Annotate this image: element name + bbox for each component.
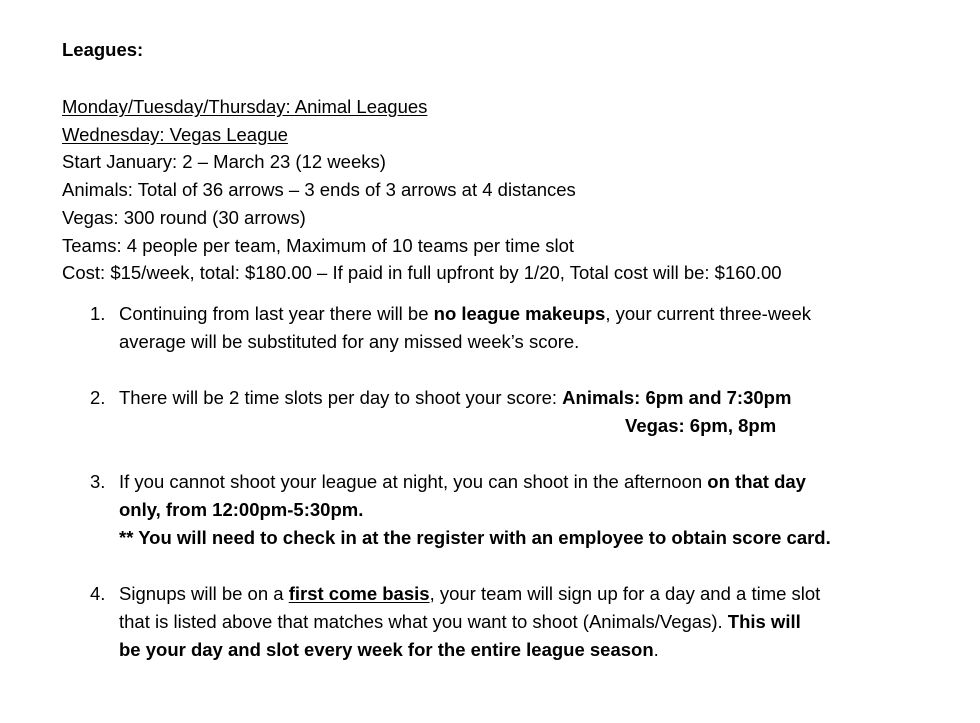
rule-text: that is listed above that matches what you want to shoot (Animals/Vegas).	[119, 611, 728, 632]
rule-text: Continuing from last year there will be	[119, 303, 434, 324]
rule-line: only, from 12:00pm-5:30pm.	[119, 499, 364, 520]
page-title: Leagues:	[62, 39, 144, 60]
animals-format: Animals: Total of 36 arrows – 3 ends of 3 arrows at 4 distances	[62, 179, 576, 201]
rule-item-1	[0, 300, 919, 356]
rule-line	[119, 384, 919, 412]
rule-item-4	[0, 580, 919, 664]
vegas-league-day-text: Wednesday: Vegas League	[62, 123, 288, 145]
cost-info: Cost: $15/week, total: $180.00 – If paid in full upfront by 1/20, Total cost will be: $160.00	[62, 262, 782, 284]
rule-emphasis: This will	[727, 611, 801, 632]
rule-line	[119, 468, 919, 496]
rule-text: There will be 2 time slots per day to shoot your score:	[119, 387, 563, 408]
rule-emphasis: be your day and slot every week for the entire league season	[119, 639, 654, 660]
vegas-time-slots: Vegas: 6pm, 8pm	[625, 415, 777, 436]
rule-note: ** You will need to check in at the register with an employee to obtain score card.	[119, 527, 831, 548]
vegas-league-day	[62, 121, 782, 149]
rule-line	[119, 636, 919, 664]
rule-number: 1.	[90, 303, 106, 324]
vegas-format: Vegas: 300 round (30 arrows)	[62, 206, 306, 228]
rule-item-2	[0, 384, 919, 440]
animal-league-days	[62, 93, 782, 121]
rule-number: 2.	[90, 387, 106, 408]
rule-number: 4.	[90, 583, 106, 604]
rule-emphasis: first come basis	[288, 583, 430, 604]
rule-line: average will be substituted for any missed week’s score.	[119, 331, 580, 352]
league-info	[62, 93, 782, 287]
rule-emphasis: on that day	[707, 471, 806, 492]
rule-line	[119, 580, 919, 608]
rule-number: 3.	[90, 471, 106, 492]
rule-emphasis: no league makeups	[433, 303, 606, 324]
rule-line	[119, 608, 919, 636]
season-dates: Start January: 2 – March 23 (12 weeks)	[62, 151, 386, 173]
team-size: Teams: 4 people per team, Maximum of 10 teams per time slot	[62, 234, 575, 256]
rule-text: .	[653, 639, 659, 660]
rule-text: If you cannot shoot your league at night, you can shoot in the afternoon	[119, 471, 708, 492]
rule-line	[119, 300, 919, 328]
rule-text: , your team will sign up for a day and a time slot	[429, 583, 821, 604]
rule-text: , your current three-week	[605, 303, 812, 324]
rule-text: Signups will be on a	[119, 583, 289, 604]
rule-item-3	[0, 468, 919, 552]
rule-emphasis: Animals: 6pm and 7:30pm	[562, 387, 792, 408]
animal-league-days-text: Monday/Tuesday/Thursday: Animal Leagues	[62, 96, 428, 117]
